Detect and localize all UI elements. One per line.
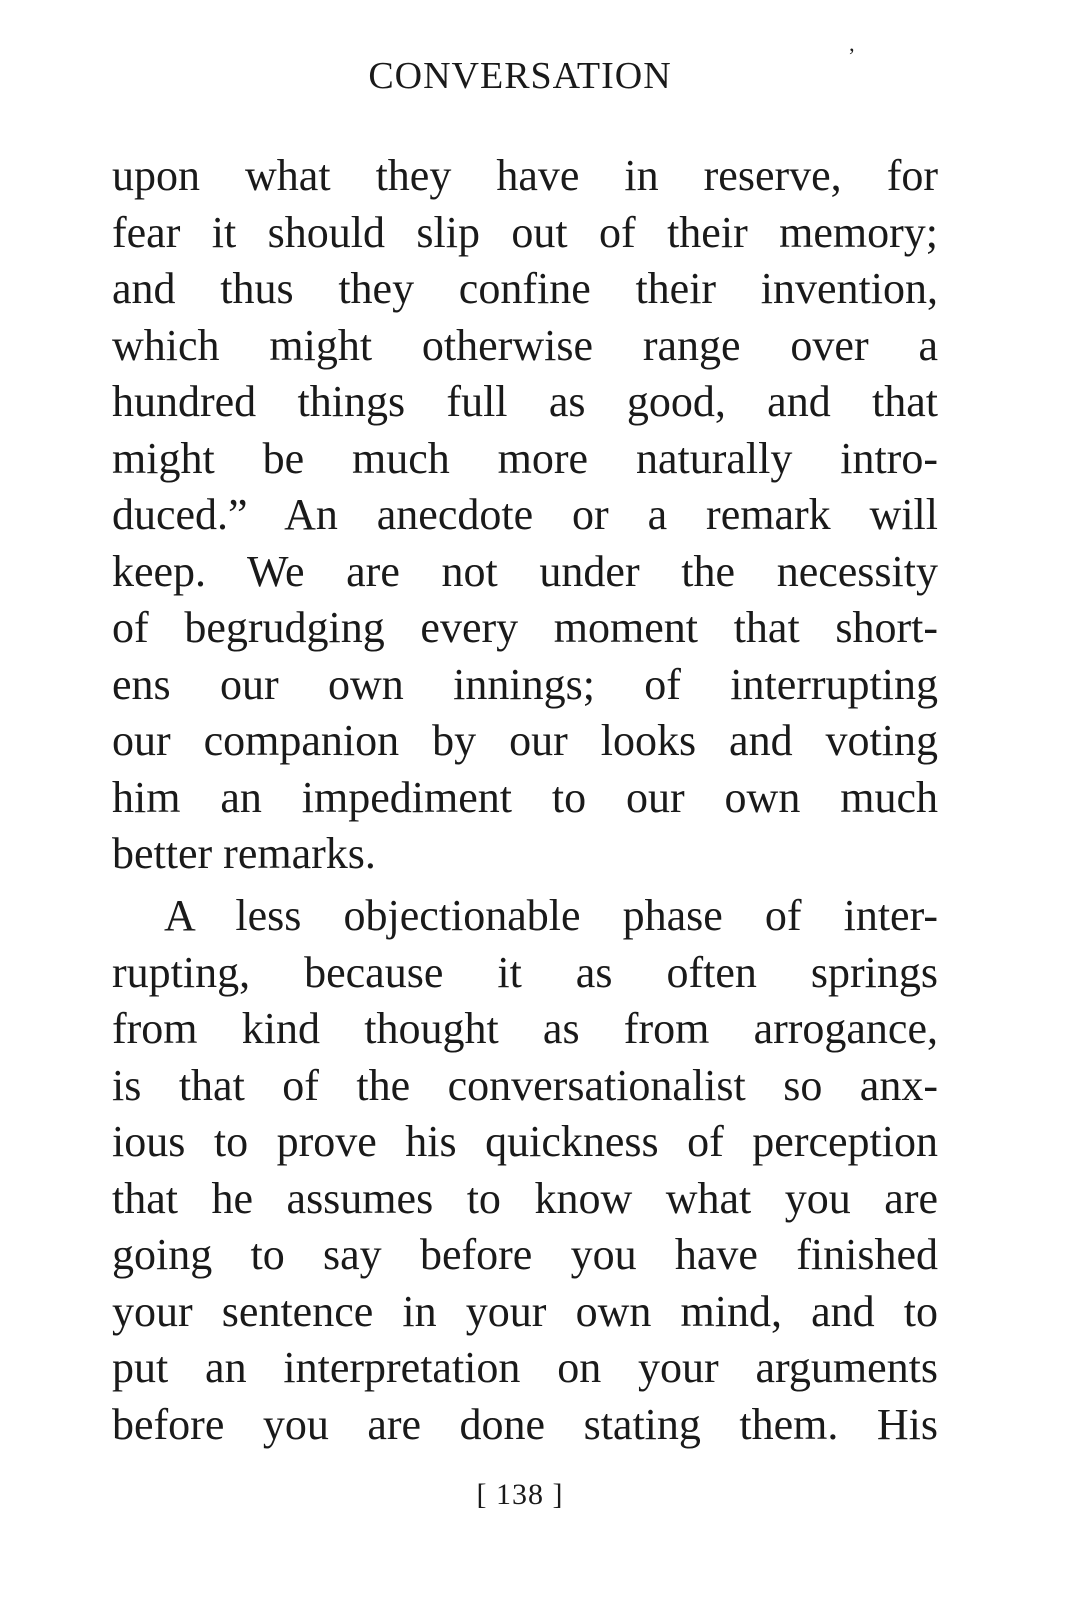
paragraph-2 xyxy=(112,888,938,1453)
text-line: hundred things full as good, and that xyxy=(112,377,938,426)
text-line: going to say before you have finished xyxy=(112,1230,938,1279)
text-line: put an interpretation on your arguments xyxy=(112,1343,938,1392)
running-title: CONVERSATION xyxy=(368,55,672,97)
text-line: better remarks. xyxy=(112,829,376,878)
stray-print-mark: ’ xyxy=(848,43,856,68)
text-line: ious to prove his quickness of perception xyxy=(112,1117,938,1166)
text-line: of begrudging every moment that short- xyxy=(112,603,938,652)
text-line: keep. We are not under the necessity xyxy=(112,546,938,596)
text-line: fear it should slip out of their memory; xyxy=(112,207,938,257)
paragraph-1 xyxy=(112,148,938,883)
text-line: A less objectionable phase of inter- xyxy=(164,891,938,940)
text-line: might be much more naturally intro- xyxy=(112,433,938,483)
text-line: your sentence in your own mind, and to xyxy=(112,1286,938,1336)
text-line: him an impediment to our own much xyxy=(112,772,938,822)
text-line: before you are done stating them. His xyxy=(112,1399,938,1449)
text-line: and thus they confine their invention, xyxy=(112,264,938,313)
text-line: from kind thought as from arrogance, xyxy=(112,1004,938,1053)
text-line: which might otherwise range over a xyxy=(112,320,938,370)
text-line: is that of the conversationalist so anx- xyxy=(112,1060,938,1110)
text-line: duced.” An anecdote or a remark will xyxy=(112,490,938,539)
text-line: upon what they have in reserve, for xyxy=(112,151,938,200)
text-line: that he assumes to know what you are xyxy=(112,1173,938,1223)
text-line: rupting, because it as often springs xyxy=(112,947,938,997)
page-number: [ 138 ] xyxy=(476,1478,564,1511)
text-line: our companion by our looks and voting xyxy=(112,716,938,765)
text-line: ens our own innings; of interrupting xyxy=(112,659,938,709)
